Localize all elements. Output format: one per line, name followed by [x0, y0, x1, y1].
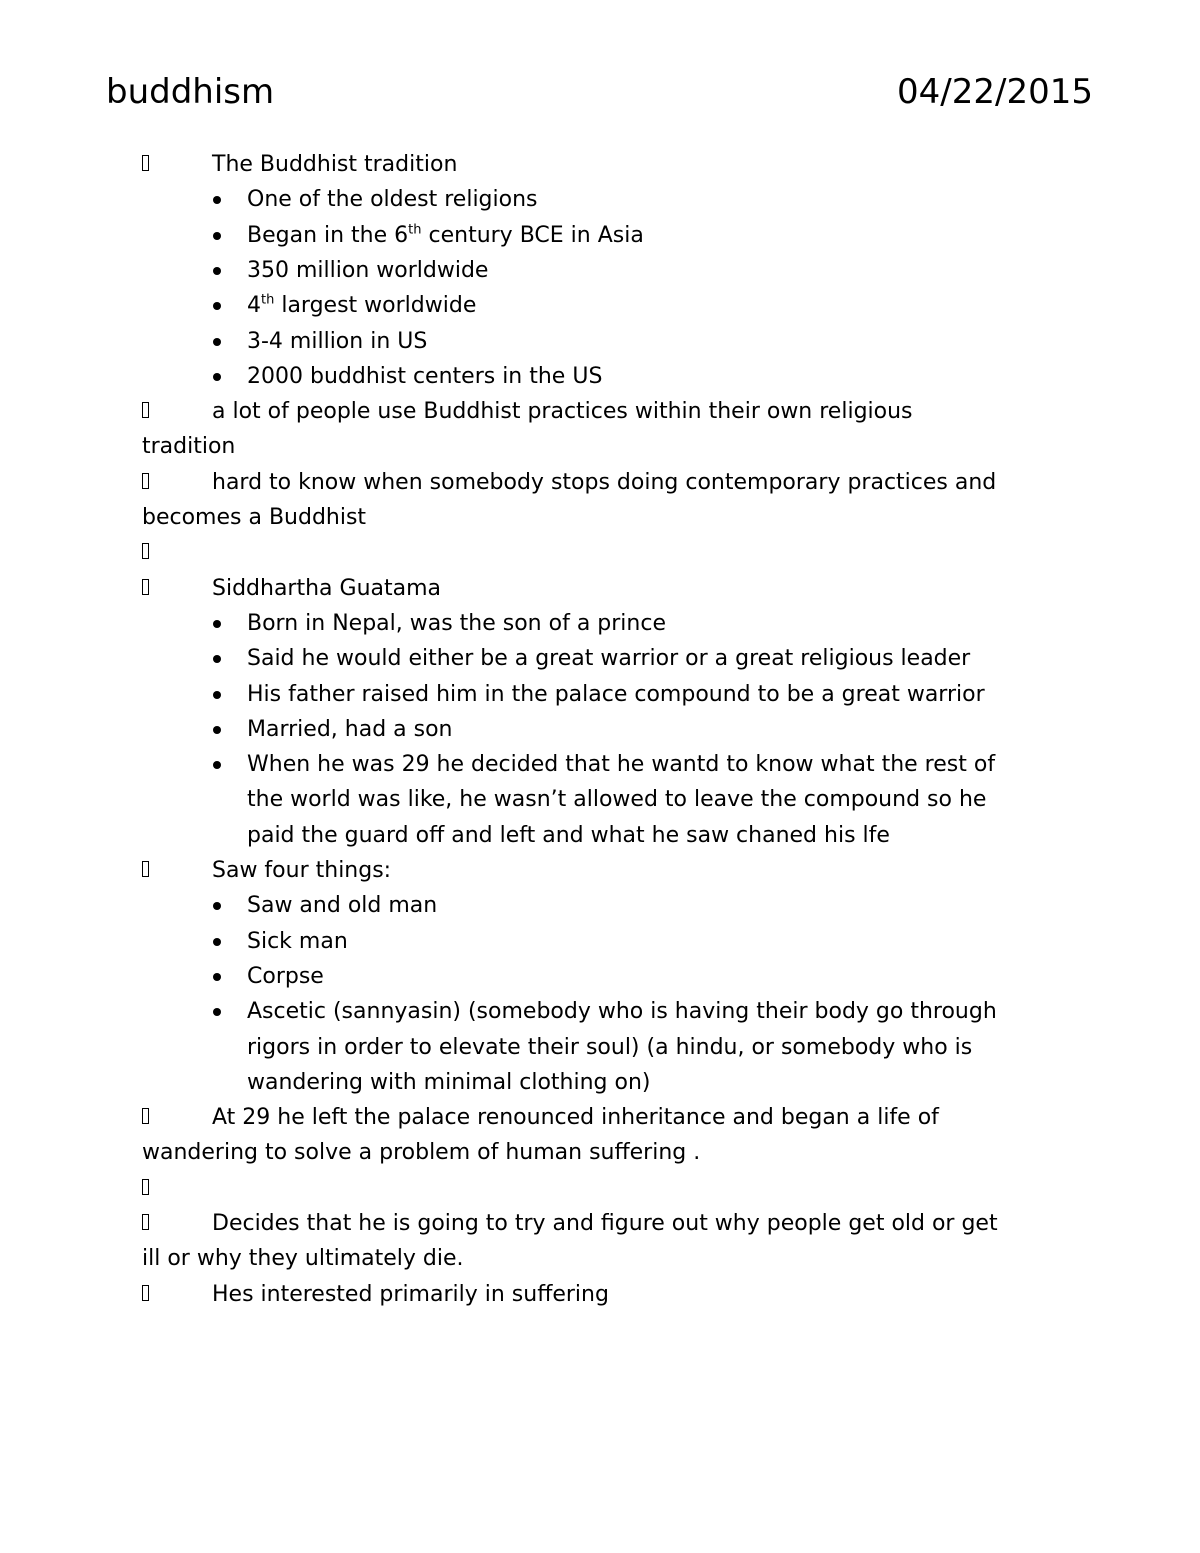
bullet-text: Saw and old man	[247, 893, 438, 919]
text-part: largest worldwide	[274, 293, 477, 319]
superscript: th	[261, 292, 275, 308]
bullet-text: Said he would either be a great warrior or a great religious leader	[247, 646, 971, 672]
symbol-box-icon	[142, 1100, 156, 1135]
bullet-text: 2000 buddhist centers in the US	[247, 363, 603, 389]
symbol-box-icon	[142, 465, 156, 500]
bullet-text: Sick man	[247, 928, 348, 954]
bullet-text: wandering with minimal clothing on)	[247, 1069, 651, 1095]
text-part: Began in the 6	[247, 222, 409, 248]
line-text: becomes a Buddhist	[142, 505, 367, 530]
text-part: 4	[247, 293, 261, 319]
document-title: buddhism	[106, 72, 275, 112]
bullet-dot-icon	[213, 196, 221, 204]
bullet-dot-icon	[213, 761, 221, 769]
bullet-text: rigors in order to elevate their soul) (a hindu, or somebody who is	[247, 1034, 973, 1060]
bullet-text: His father raised him in the palace compound to be a great warrior	[247, 681, 985, 707]
bullet-dot-icon	[213, 267, 221, 275]
symbol-box-icon	[142, 394, 156, 429]
bullet-text: Ascetic (sannyasin) (somebody who is having their body go through	[247, 999, 997, 1025]
bullet-dot-icon	[213, 902, 221, 910]
bullet-text: One of the oldest religions	[247, 187, 538, 213]
line-text: Siddhartha Guatama	[212, 575, 442, 601]
line-text: At 29 he left the palace renounced inheritance and began a life of	[212, 1105, 939, 1131]
bullet-dot-icon	[213, 655, 221, 663]
line-text: The Buddhist tradition	[212, 152, 458, 177]
bullet-text: 350 million worldwide	[247, 257, 489, 283]
bullet-dot-icon	[213, 691, 221, 699]
bullet-text: 3-4 million in US	[247, 328, 428, 354]
bullet-dot-icon	[213, 373, 221, 381]
symbol-box-icon	[142, 147, 156, 182]
symbol-box-icon	[142, 1277, 156, 1312]
line-text: Decides that he is going to try and figure out why people get old or get	[212, 1211, 998, 1236]
bullet-text: the world was like, he wasn’t allowed to leave the compound so he	[247, 787, 987, 813]
symbol-box-icon	[142, 571, 156, 606]
bullet-text	[247, 288, 476, 323]
bullet-text	[247, 218, 644, 253]
line-text: Saw four things:	[212, 858, 392, 883]
symbol-box-icon	[142, 535, 156, 570]
bullet-dot-icon	[213, 232, 221, 240]
bullet-text: paid the guard off and left and what he saw chaned his lfe	[247, 822, 890, 848]
symbol-box-icon	[142, 1171, 156, 1206]
symbol-box-icon	[142, 1206, 156, 1241]
line-text: tradition	[142, 434, 236, 460]
line-text: ill or why they ultimately die.	[142, 1246, 464, 1272]
bullet-dot-icon	[213, 338, 221, 346]
document-date: 04/22/2015	[897, 72, 1093, 112]
bullet-dot-icon	[213, 726, 221, 734]
bullet-dot-icon	[213, 620, 221, 628]
text-part: century BCE in Asia	[421, 222, 644, 248]
bullet-text: Born in Nepal, was the son of a prince	[247, 610, 666, 636]
bullet-dot-icon	[213, 973, 221, 981]
line-text: wandering to solve a problem of human suffering .	[142, 1140, 701, 1166]
symbol-box-icon	[142, 853, 156, 888]
superscript: th	[408, 222, 422, 238]
bullet-text: Corpse	[247, 963, 324, 989]
bullet-text: Married, had a son	[247, 716, 453, 742]
bullet-text: When he was 29 he decided that he wantd to know what the rest of	[247, 752, 996, 778]
line-text: Hes interested primarily in suffering	[212, 1281, 609, 1307]
line-text: hard to know when somebody stops doing contemporary practices and	[212, 469, 997, 495]
bullet-dot-icon	[213, 302, 221, 310]
bullet-dot-icon	[213, 1008, 221, 1016]
line-text: a lot of people use Buddhist practices within their own religious	[212, 399, 913, 425]
bullet-dot-icon	[213, 938, 221, 946]
